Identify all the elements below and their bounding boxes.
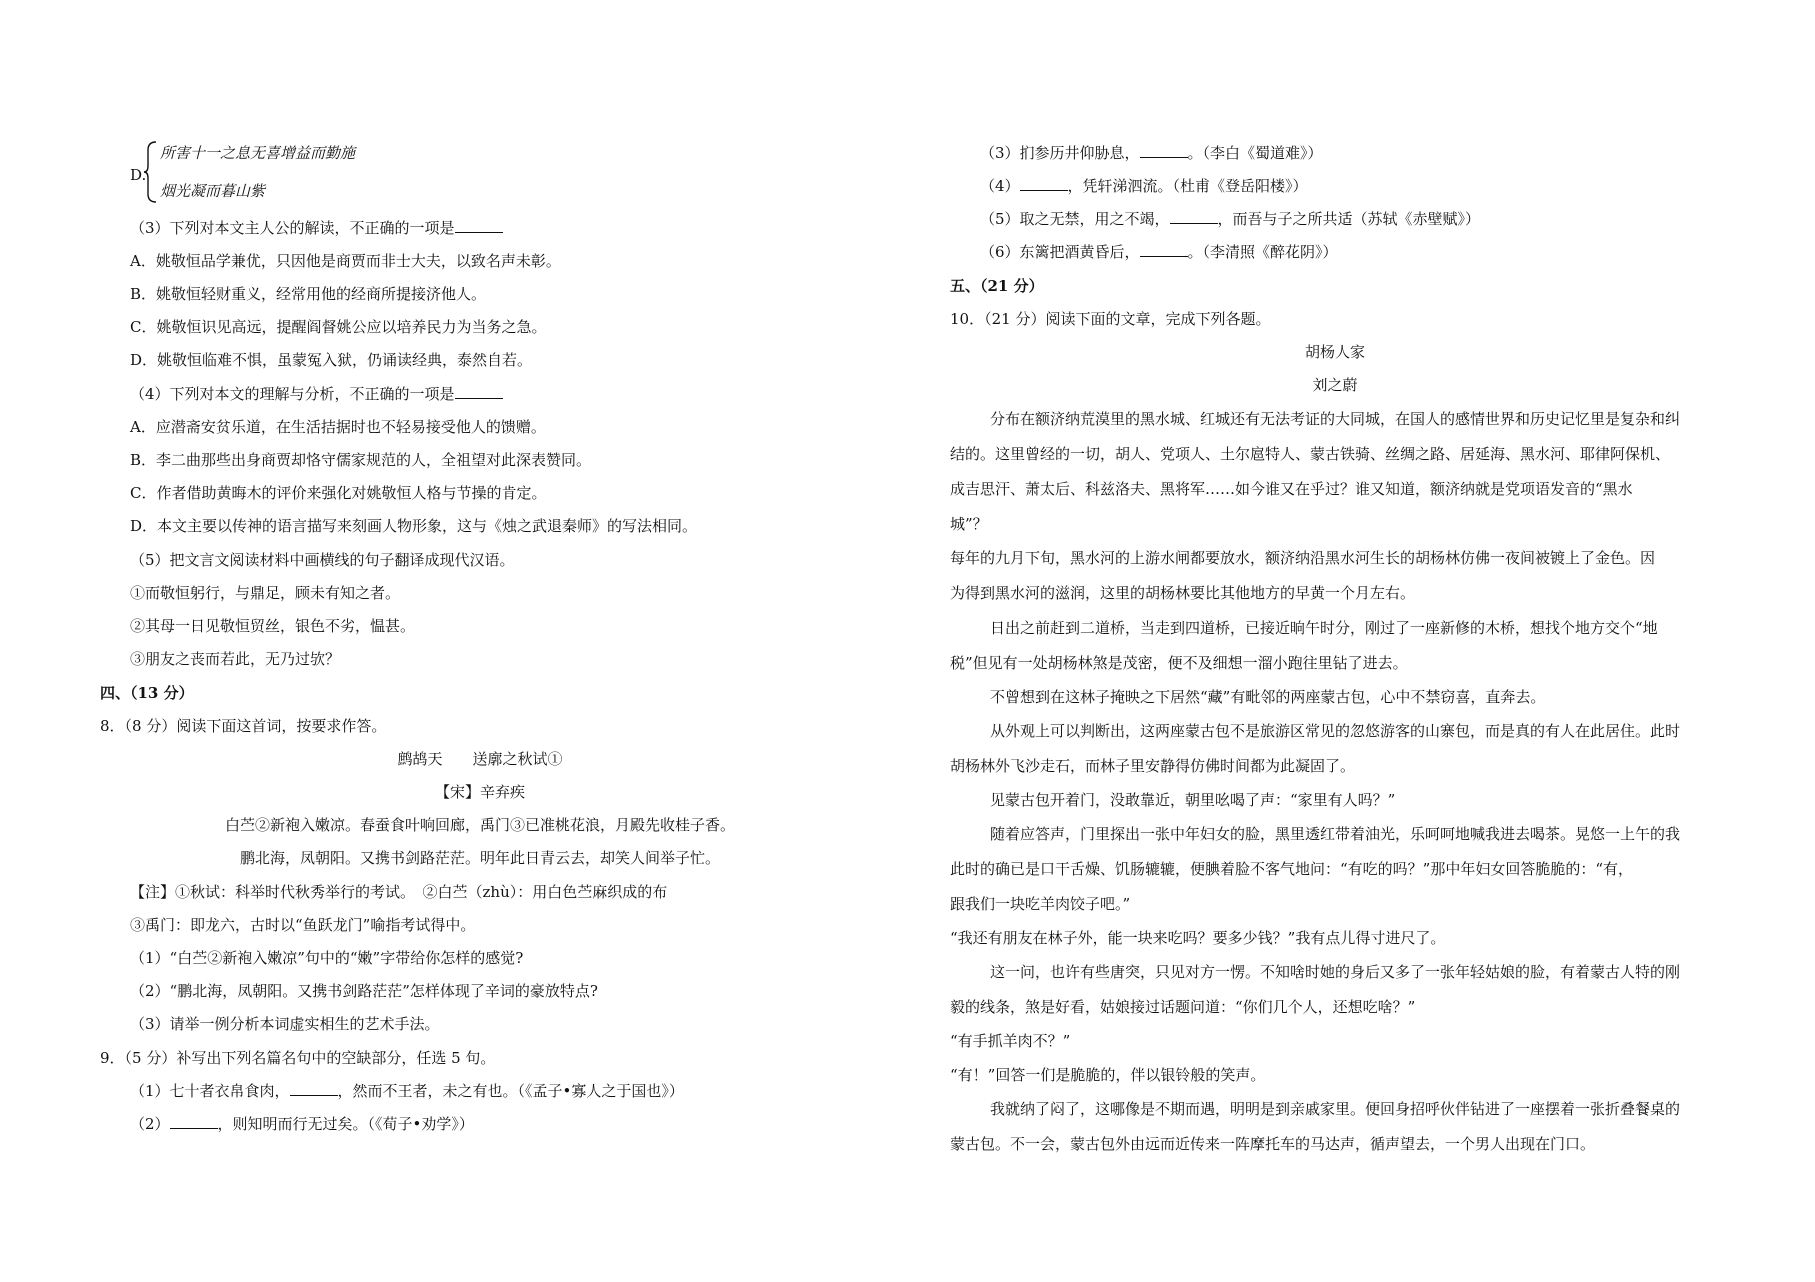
option-d-line2: 烟光凝而暮山紫 [160,182,266,200]
article-paragraph-line: 成吉思汗、萧太后、科兹洛夫、黑将军……如今谁又在乎过？谁又知道，额济纳就是党项语发音的“黑水 [950,480,1633,498]
q3-option-b: B．姚敬恒轻财重义，经常用他的经商所提接济他人。 [130,285,487,303]
answer-blank [1170,209,1218,224]
q8-subquestion-2: （2）“鹏北海，凤朝阳。又携书剑路茫茫”怎样体现了辛词的豪放特点? [130,982,598,1000]
q5-sentence-2: ②其母一日见敬恒贸丝，银色不劣，愠甚。 [130,617,416,635]
section-4-heading: 四、（13 分） [100,684,194,702]
article-paragraph-line: 每年的九月下旬，黑水河的上游水闸都要放水，额济纳沿黑水河生长的胡杨林仿佛一夜间被镀上了金色。因 [950,549,1656,567]
article-author: 刘之蔚 [1312,376,1358,394]
option-d-line1: 所害十一之息无喜增益而勤施 [160,144,356,162]
article-paragraph-line: 随着应答声，门里探出一张中年妇女的脸，黑里透红带着油光，乐呵呵地喊我进去喝茶。晃悠一上午的我 [990,825,1681,843]
poem-note-2: ③禹门：即龙六，古时以“鱼跃龙门”喻指考试得中。 [130,916,476,934]
q3-option-c: C．姚敬恒识见高远，提醒阎督姚公应以培养民力为当务之急。 [130,318,547,336]
answer-blank [290,1081,338,1096]
q3-option-a: A．姚敬恒品学兼优，只因他是商贾而非士大夫，以致名声未彰。 [130,252,561,270]
q8-subquestion-1: （1）“白苎②新袍入嫩凉”句中的“嫩”字带给你怎样的感觉? [130,949,524,967]
poem-title [100,749,860,769]
article-paragraph-line: 蒙古包。不一会，蒙古包外由远而近传来一阵摩托车的马达声，循声望去，一个男人出现在门口。 [950,1135,1596,1153]
q4-prompt: （4）下列对本文的理解与分析，不正确的一项是 [130,384,503,404]
poem-subtitle: 送廓之秋试① [472,750,563,768]
q8-subquestion-3: （3）请举一例分析本词虚实相生的艺术手法。 [130,1015,440,1033]
q9-line-5: （5）取之无禁，用之不竭， ，而吾与子之所共适（苏轼《赤壁赋》） [980,210,1481,228]
q9-prompt: 9．（5 分）补写出下列名篇名句中的空缺部分，任选 5 句。 [100,1049,496,1067]
article-paragraph-line: 税”但见有一处胡杨林煞是茂密，便不及细想一溜小跑往里钻了进去。 [950,654,1408,672]
article-paragraph-line: 胡杨林外飞沙走石，而林子里安静得仿佛时间都为此凝固了。 [950,757,1356,775]
answer-blank [455,384,503,399]
poem-note-1: 【注】①秋试：科举时代秋秀举行的考试。 ②白苎（zhù）：用白色苎麻织成的布 [130,883,668,901]
poem-line-2: 鹏北海，凤朝阳。又携书剑路茫茫。明年此日青云去，却笑人间举子忙。 [239,849,720,867]
answer-blank [1020,176,1068,191]
article-paragraph-line: 我就纳了闷了，这哪像是不期而遇，明明是到亲戚家里。便回身招呼伙伴钻进了一座摆着一张折叠餐桌的 [990,1100,1681,1118]
article-paragraph-line: “我还有朋友在林子外，能一块来吃吗？要多少钱？”我有点儿得寸进尺了。 [950,929,1446,947]
article-paragraph-line: 为得到黑水河的滋润，这里的胡杨林要比其他地方的早黄一个月左右。 [950,584,1416,602]
q8-prompt: 8．（8 分）阅读下面这首词，按要求作答。 [100,717,387,735]
q4-option-a: A．应潜斋安贫乐道，在生活拮据时也不轻易接受他人的馈赠。 [130,418,546,436]
q9-line-4: （4） ，凭轩涕泗流。（杜甫《登岳阳楼》） [980,177,1308,195]
q10-prompt: 10．（21 分）阅读下面的文章，完成下列各题。 [950,310,1271,328]
article-paragraph-line: 毅的线条，煞是好看，姑娘接过话题问道：“你们几个人，还想吃啥？” [950,998,1416,1016]
q4-option-d: D．本文主要以传神的语言描写来刻画人物形象，这与《烛之武退秦师》的写法相同。 [130,517,698,535]
q3-prompt: （3）下列对本文主人公的解读，不正确的一项是 [130,218,503,238]
article-paragraph-line: 从外观上可以判断出，这两座蒙古包不是旅游区常见的忽悠游客的山寨包，而是真的有人在此居住。此时 [990,722,1681,740]
q4-option-c: C．作者借助黄晦木的评价来强化对姚敬恒人格与节操的肯定。 [130,484,547,502]
option-d-bracket [130,140,470,210]
answer-blank [1140,143,1188,158]
article-paragraph-line: 跟我们一块吃羊肉饺子吧。” [950,895,1131,913]
answer-blank [170,1114,218,1129]
answer-blank [455,218,503,233]
article-paragraph-line: “有！”回答一们是脆脆的，伴以银铃般的笑声。 [950,1066,1266,1084]
article-paragraph-line: 结的。这里曾经的一切，胡人、党项人、土尔扈特人、蒙古铁骑、丝绸之路、居延海、黑水河、耶律阿保机、 [950,445,1671,463]
article-title: 胡杨人家 [1304,343,1365,361]
answer-blank [1140,242,1188,257]
article-paragraph-line: 此时的确已是口干舌燥、饥肠辘辘，便腆着脸不客气地问：“有吃的吗？”那中年妇女回答脆脆的：“有， [950,860,1634,878]
article-paragraph-line: 见蒙古包开着门，没敢靠近，朝里吆喝了声：“家里有人吗？” [990,791,1396,809]
option-d-label: D. [130,166,147,184]
poem-line-1: 白苎②新袍入嫩凉。春蚕食叶响回廊，禹门③已准桃花浪，月殿先收桂子香。 [224,816,735,834]
q5-sentence-1: ①而敬恒躬行，与鼎足，顾未有知之者。 [130,584,401,602]
article-paragraph-line: 不曾想到在这林子掩映之下居然“藏”有毗邻的两座蒙古包，心中不禁窃喜，直奔去。 [990,688,1546,706]
article-paragraph-line: 城”？ [950,515,988,533]
q9-line-6: （6）东篱把酒黄昏后， 。（李清照《醉花阴》） [980,243,1338,261]
q5-prompt: （5）把文言文阅读材料中画横线的句子翻译成现代汉语。 [130,551,515,569]
article-paragraph-line: 这一问，也许有些唐突，只见对方一愣。不知啥时她的身后又多了一张年轻姑娘的脸，有着蒙古人特的刚 [990,963,1681,981]
q5-sentence-3: ③朋友之丧而若此，无乃过欤？ [130,650,341,668]
article-paragraph-line: “有手抓羊肉不？” [950,1032,1071,1050]
q9-line-1: （1）七十者衣帛食肉， ，然而不王者，未之有也。（《孟子•寡人之于国也》） [130,1082,684,1100]
q9-line-2: （2） ，则知明而行无过矣。（《荀子•劝学》） [130,1115,474,1133]
article-paragraph-line: 分布在额济纳荒漠里的黑水城、红城还有无法考证的大同城，在国人的感情世界和历史记忆里是复杂和纠 [990,410,1681,428]
section-5-heading: 五、（21 分） [950,277,1044,295]
article-paragraph-line: 日出之前赶到二道桥，当走到四道桥，已接近晌午时分，刚过了一座新修的木桥，想找个地方交个“地 [990,619,1658,637]
poem-author: 【宋】辛弃疾 [434,783,525,801]
curly-brace-icon [144,140,158,204]
q4-option-b: B．李二曲那些出身商贾却恪守儒家规范的人，全祖望对此深表赞同。 [130,451,592,469]
q3-option-d: D．姚敬恒临难不惧，虽蒙冤入狱，仍诵读经典，泰然自若。 [130,351,533,369]
poem-title-main: 鹧鸪天 [397,750,443,768]
q9-line-3: （3）扪参历井仰胁息， 。（李白《蜀道难》） [980,144,1323,162]
